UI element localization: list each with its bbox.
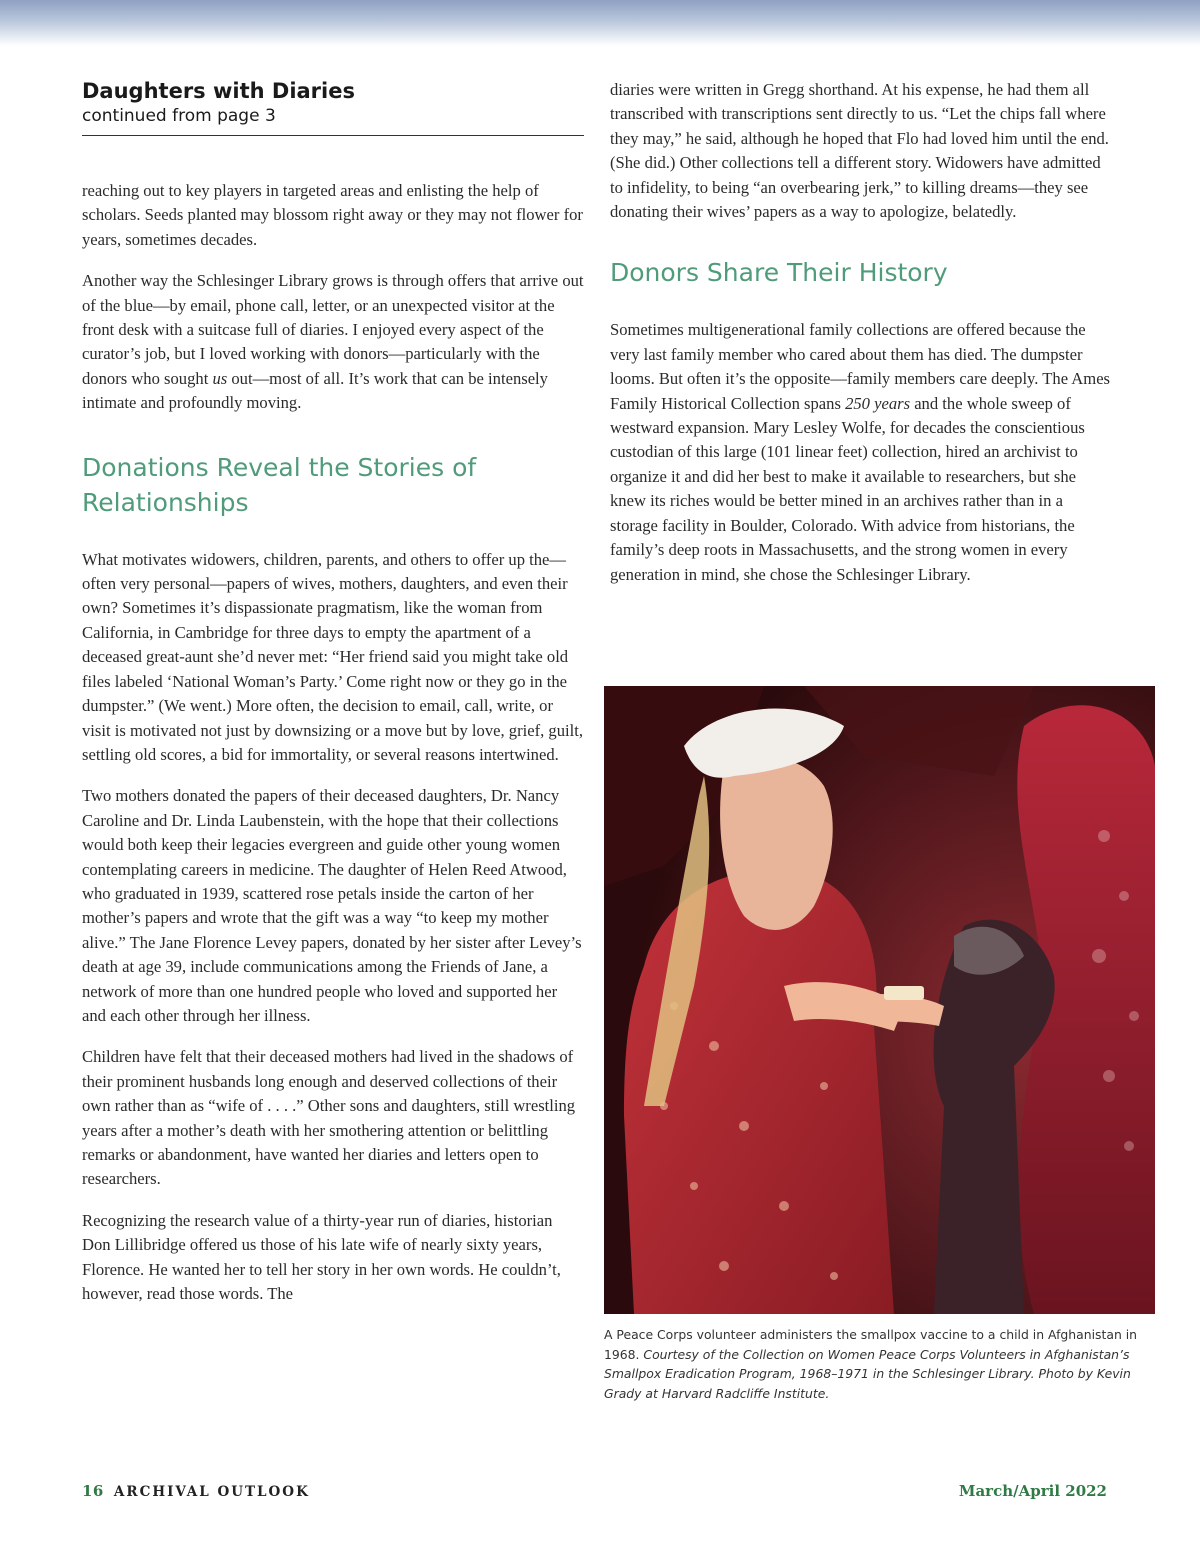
paragraph-3: What motivates widowers, children, parents, and others to offer up the—often very personal—papers of wives, mothers, daughters, and even their own? Sometimes it’s dispassionate pragmatism, like the woman from California, in Cambridge for three days to empty the apartment of a deceased great-aunt she’d never met: “Her friend said you might take old files labeled ‘National Woman’s Party.’ Come right now or they go in the dumpster.” (We went.) More often, the decision to email, call, write, or visit is motivated not just by downsizing or a move but by love, grief, guilt, settling old scores, a bid for immortality, or several reasons intertwined. [82,549,583,764]
paragraph-5: Children have felt that their deceased mothers had lived in the shadows of their prominent husbands long enough and deserved collections of their own rather than as “wife of . . . .” Other sons and daughters, still wrestling years after a mother’s death with her smothering attention or belittling remarks or abandonment, have wanted her diaries and letters open to researchers. [82,1047,576,1189]
photo-caption: A Peace Corps volunteer administers the smallpox vaccine to a child in Afghanistan in 1968. Courtesy of the Collection on Women Peace Corps Volunteers in Afghanistan’s Smallpox Eradication Program, 1968–1971 in the Schlesinger Library. Photo by Kevin Grady at Harvard Radcliffe Institute. [604,1327,1138,1401]
paragraph-7: diaries were written in Gregg shorthand. At his expense, he had them all transcribed with transcriptions sent directly to us. “Let the chips fall where they may,” he said, although he hoped that Flo had loved him until the end. (She did.) Other collections tell a different story. Widowers have admitted to infidelity, to being “an overbearing jerk,” to killing dreams—they see donating their wives’ papers as a way to apologize, belatedly. [610,80,1109,222]
article-title: Daughters with Diaries [82,79,355,103]
paragraph-6: Recognizing the research value of a thirty-year run of diaries, historian Don Lillibridge offered us those of his late wife of nearly sixty years, Florence. He wanted her to tell her story in her own words. He couldn’t, however, read those words. The [82,1210,561,1304]
section-heading-donors: Donors Share Their History [610,258,948,288]
issue-date: March/April 2022 [958,1482,1107,1500]
paragraph-8: Sometimes multigenerational family collections are offered because the very last family member who cared about them has died. The dumpster looms. But often it’s the opposite—family members care deeply. The Ames Family Historical Collection spans 250 years and the whole sweep of westward expansion. Mary Lesley Wolfe, for decades the conscientious custodian of this large (101 linear feet) collection, hired an archivist to organize it and did her best to make it available to researchers, but she knew its riches would be better mined in an archives rather than in a storage facility in Boulder, Colorado. With advice from historians, the family’s deep roots in Massachusetts, and the strong women in every generation in mind, she chose the Schlesinger Library. [610,320,1111,584]
page-number: 16 [82,1482,104,1500]
right-column [610,78,1110,604]
continued-from-label: continued from page 3 [82,106,276,126]
publication-name: ARCHIVAL OUTLOOK [113,1484,310,1500]
section-heading-donations: Donations Reveal the Stories of Relationships [82,452,477,517]
footer-page-info [82,1482,310,1500]
paragraph-2: Another way the Schlesinger Library grows is through offers that arrive out of the blue—by email, phone call, letter, or an unexpected visitor at the front desk with a suitcase full of diaries. I enjoyed every aspect of the curator’s job, but I loved working with donors—particularly with the donors who sought us out—most of all. It’s work that can be intensely intimate and profoundly moving. [82,271,584,413]
left-column [82,78,584,1323]
peace-corps-photo [604,686,1155,1314]
paragraph-1: reaching out to key players in targeted areas and enlisting the help of scholars. Seeds planted may blossom right away or they may not flower for years, sometimes decades. [82,181,583,249]
top-gradient-band [0,0,1200,46]
paragraph-4: Two mothers donated the papers of their deceased daughters, Dr. Nancy Caroline and Dr. Linda Laubenstein, with the hope that their collections would both keep their legacies evergreen and guide other young women contemplating careers in medicine. The daughter of Helen Reed Atwood, who graduated in 1939, scattered rose petals inside the carton of her mother’s papers and wrote that the gift was a way “to keep my mother alive.” The Jane Florence Levey papers, donated by her sister after Levey’s death at age 39, include communications among the Friends of Jane, a network of more than one hundred people who loved and supported her and each other through her illness. [82,786,582,1025]
